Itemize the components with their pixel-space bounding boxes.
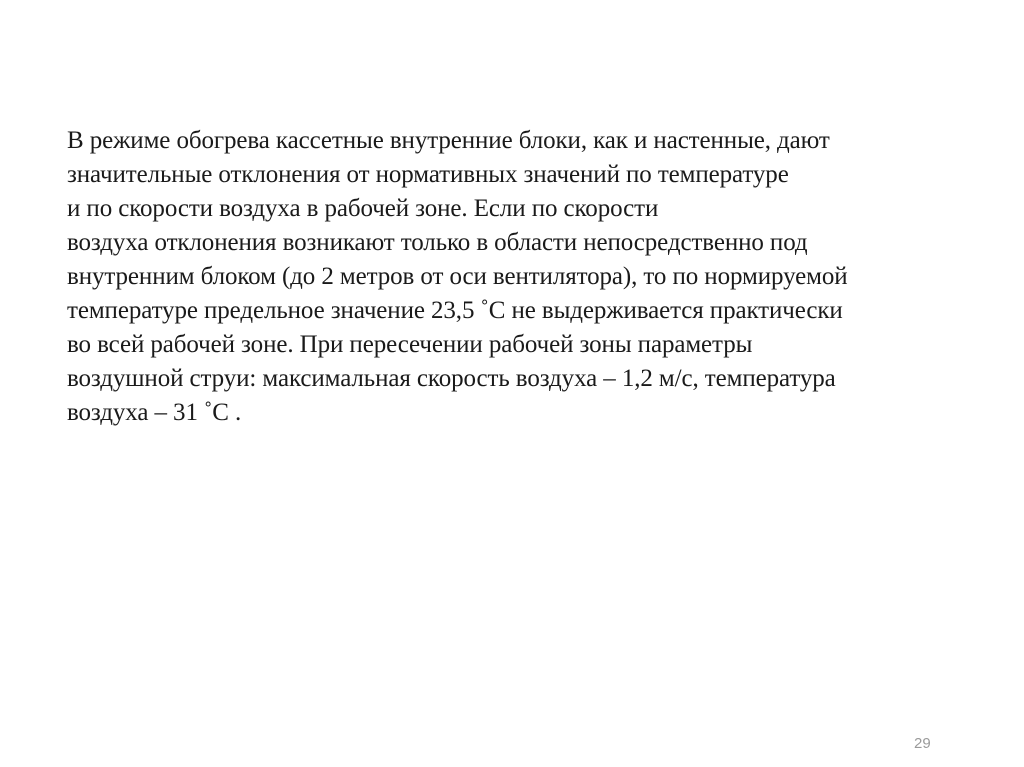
text-line: значительные отклонения от нормативных значений по температуре (67, 161, 789, 188)
body-paragraph (67, 124, 997, 430)
text-line: воздушной струи: максимальная скорость воздуха – 1,2 м/с, температура (67, 365, 836, 392)
text-line: температуре предельное значение 23,5 ˚С не выдерживается практически (67, 297, 843, 324)
text-line: В режиме обогрева кассетные внутренние блоки, как и настенные, дают (67, 127, 830, 154)
text-line: внутренним блоком (до 2 метров от оси вентилятора), то по нормируемой (67, 263, 848, 290)
text-line: во всей рабочей зоне. При пересечении рабочей зоны параметры (67, 331, 753, 358)
page-number: 29 (914, 735, 931, 752)
text-line: воздуха отклонения возникают только в области непосредственно под (67, 229, 808, 256)
text-line: и по скорости воздуха в рабочей зоне. Если по скорости (67, 195, 659, 222)
text-line: воздуха – 31 ˚С . (67, 399, 242, 426)
